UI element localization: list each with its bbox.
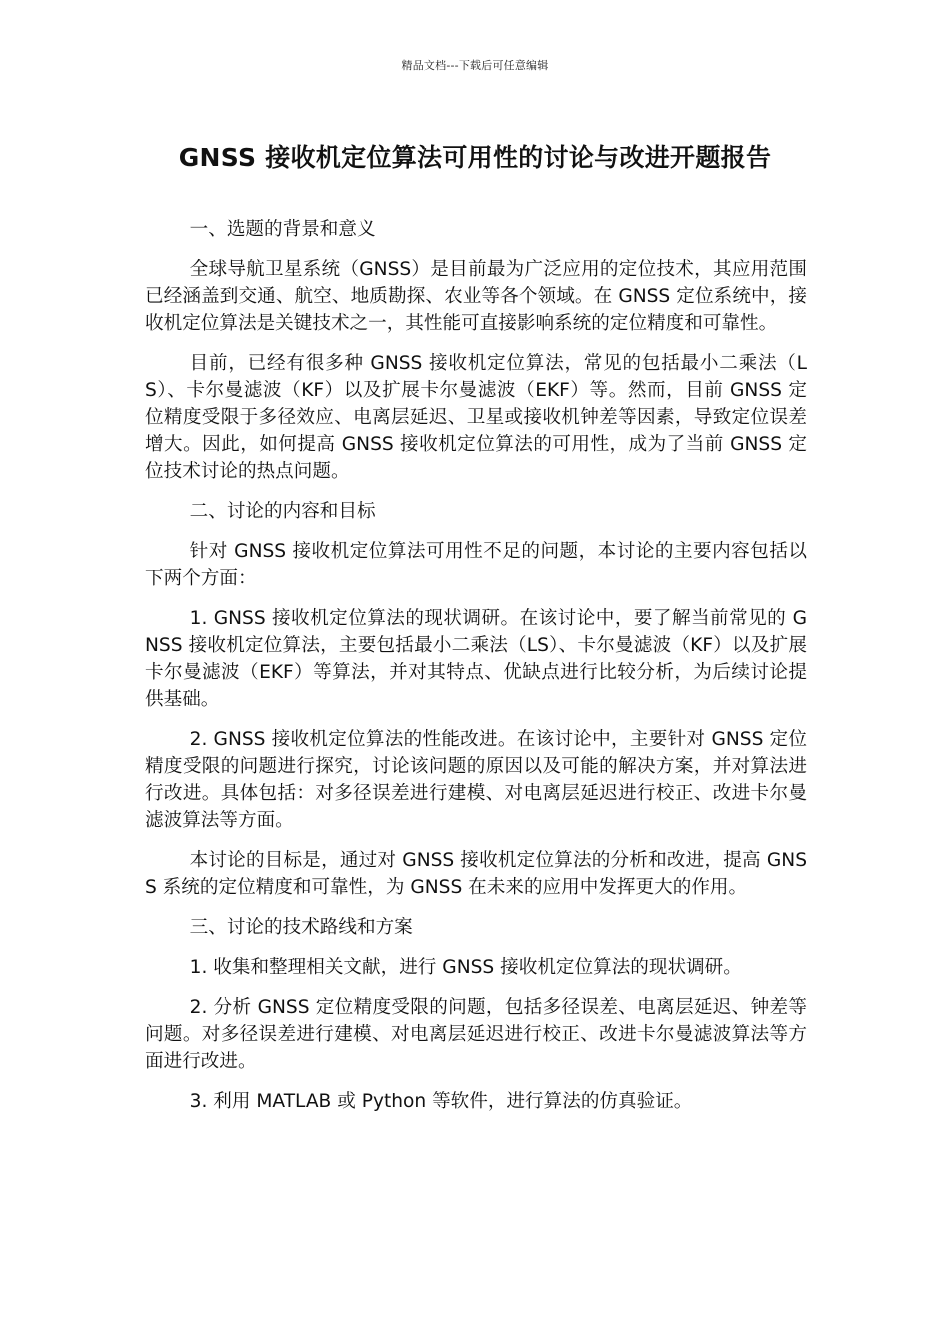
- list-item: 2. GNSS 接收机定位算法的性能改进。在该讨论中，主要针对 GNSS 定位精度受限的问题进行探究，讨论该问题的原因以及可能的解决方案，并对算法进行改进。具体包括：对多径误差进行建模、对电离层延迟进行校正、改进卡尔曼滤波算法等方面。: [145, 729, 807, 831]
- section-heading: 三、讨论的技术路线和方案: [189, 917, 413, 938]
- list-item: 3. 利用 MATLAB 或 Python 等软件，进行算法的仿真验证。: [189, 1091, 693, 1112]
- section-heading: 二、讨论的内容和目标: [189, 501, 376, 522]
- paragraph: 本讨论的目标是，通过对 GNSS 接收机定位算法的分析和改进，提高 GNSS 系统的定位精度和可靠性，为 GNSS 在未来的应用中发挥更大的作用。: [145, 850, 807, 898]
- section-heading: 一、选题的背景和意义: [189, 219, 376, 240]
- list-item: 2. 分析 GNSS 定位精度受限的问题，包括多径误差、电离层延迟、钟差等问题。对多径误差进行建模、对电离层延迟进行校正、改进卡尔曼滤波算法等方面进行改进。: [145, 997, 807, 1072]
- paragraph: 针对 GNSS 接收机定位算法可用性不足的问题，本讨论的主要内容包括以下两个方面：: [145, 541, 807, 589]
- list-item: 1. GNSS 接收机定位算法的现状调研。在该讨论中，要了解当前常见的 GNSS 接收机定位算法，主要包括最小二乘法（LS）、卡尔曼滤波（KF）以及扩展卡尔曼滤波（EKF）等算法，并对其特点、优缺点进行比较分析，为后续讨论提供基础。: [145, 608, 807, 710]
- paragraph: 目前，已经有很多种 GNSS 接收机定位算法，常见的包括最小二乘法（LS）、卡尔曼滤波（KF）以及扩展卡尔曼滤波（EKF）等。然而，目前 GNSS 定位精度受限于多径效应、电离层延迟、卫星或接收机钟差等因素，导致定位误差增大。因此，如何提高 GNSS 接收机定位算法的可用性，成为了当前 GNSS 定位技术讨论的热点问题。: [145, 353, 807, 482]
- page-header: 精品文档---下载后可任意编辑: [401, 59, 549, 72]
- document-body: [145, 216, 807, 1128]
- paragraph: 全球导航卫星系统（GNSS）是目前最为广泛应用的定位技术，其应用范围已经涵盖到交通、航空、地质勘探、农业等各个领域。在 GNSS 定位系统中，接收机定位算法是关键技术之一，其性能可直接影响系统的定位精度和可靠性。: [145, 259, 807, 334]
- document-title: GNSS 接收机定位算法可用性的讨论与改进开题报告: [178, 143, 772, 172]
- list-item: 1. 收集和整理相关文献，进行 GNSS 接收机定位算法的现状调研。: [189, 957, 742, 978]
